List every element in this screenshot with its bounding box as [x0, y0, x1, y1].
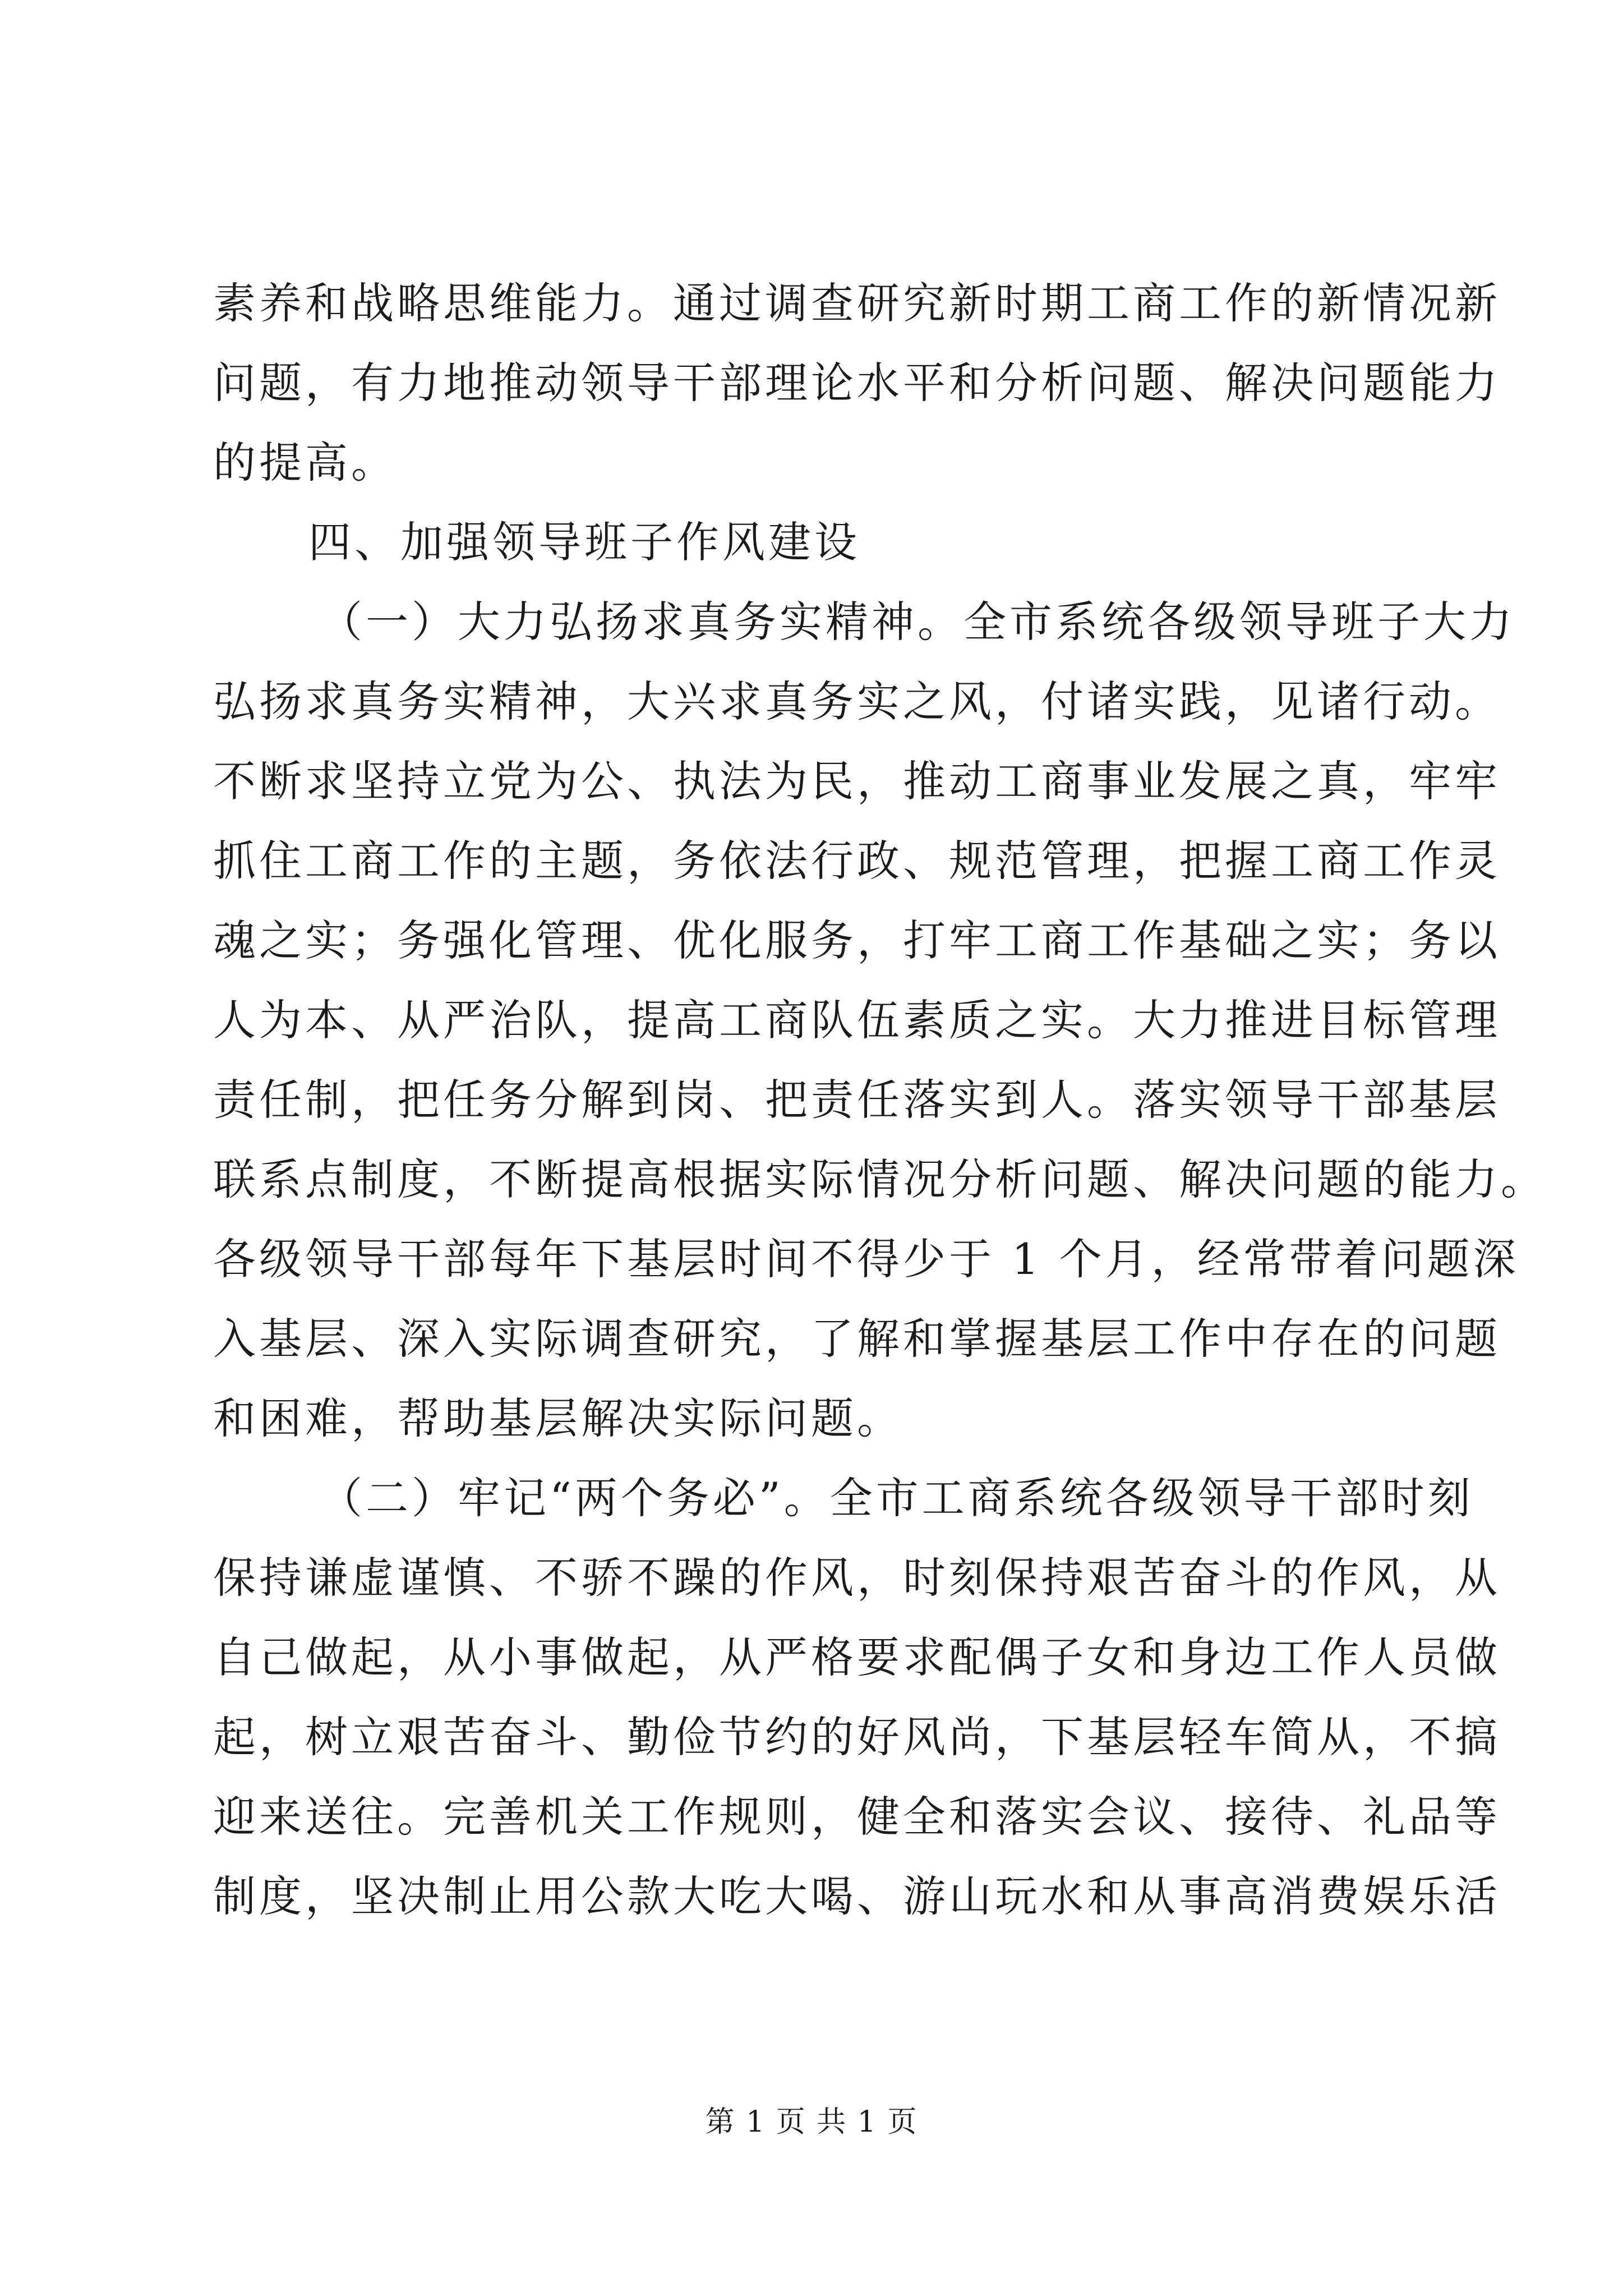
text-line: 制度，坚决制止用公款大吃大喝、游山玩水和从事高消费娱乐活 — [213, 1871, 1501, 1921]
document-body — [213, 264, 1547, 1936]
text-line: 素养和战略思维能力。通过调查研究新时期工商工作的新情况新 — [213, 278, 1501, 328]
text-line: 抓住工商工作的主题，务依法行政、规范管理，把握工商工作灵 — [213, 836, 1501, 886]
text-line: 和困难，帮助基层解决实际问题。 — [213, 1393, 903, 1443]
text-line: 入基层、深入实际调查研究，了解和掌握基层工作中存在的问题 — [213, 1314, 1501, 1364]
text-line: 魂之实；务强化管理、优化服务，打牢工商工作基础之实；务以 — [213, 915, 1501, 965]
subsection-heading-line: （一）大力弘扬求真务实精神。全市系统各级领导班子大力 — [320, 597, 1515, 647]
page-footer: 第 1 页 共 1 页 — [705, 2105, 918, 2139]
section-heading: 四、加强领导班子作风建设 — [308, 517, 860, 567]
subsection-heading-line: （二）牢记“两个务必”。全市工商系统各级领导干部时刻 — [320, 1473, 1474, 1523]
text-line: 联系点制度，不断提高根据实际情况分析问题、解决问题的能力。 — [213, 1154, 1547, 1204]
text-line: 的提高。 — [213, 438, 397, 487]
text-line: 人为本、从严治队，提高工商队伍素质之实。大力推进目标管理 — [213, 995, 1501, 1045]
text-line: 不断求坚持立党为公、执法为民，推动工商事业发展之真，牢牢 — [213, 756, 1501, 806]
text-line: 问题，有力地推动领导干部理论水平和分析问题、解决问题能力 — [213, 358, 1501, 408]
text-line: 责任制，把任务分解到岗、把责任落实到人。落实领导干部基层 — [213, 1075, 1501, 1125]
text-line: 各级领导干部每年下基层时间不得少于 1 个月，经常带着问题深 — [213, 1234, 1519, 1284]
text-line: 起，树立艰苦奋斗、勤俭节约的好风尚，下基层轻车简从，不搞 — [213, 1712, 1501, 1762]
text-line: 弘扬求真务实精神，大兴求真务实之风，付诸实践，见诸行动。 — [213, 677, 1501, 726]
text-line: 自己做起，从小事做起，从严格要求配偶子女和身边工作人员做 — [213, 1632, 1501, 1682]
text-line: 保持谦虚谨慎、不骄不躁的作风，时刻保持艰苦奋斗的作风，从 — [213, 1553, 1501, 1603]
text-line: 迎来送往。完善机关工作规则，健全和落实会议、接待、礼品等 — [213, 1792, 1501, 1842]
